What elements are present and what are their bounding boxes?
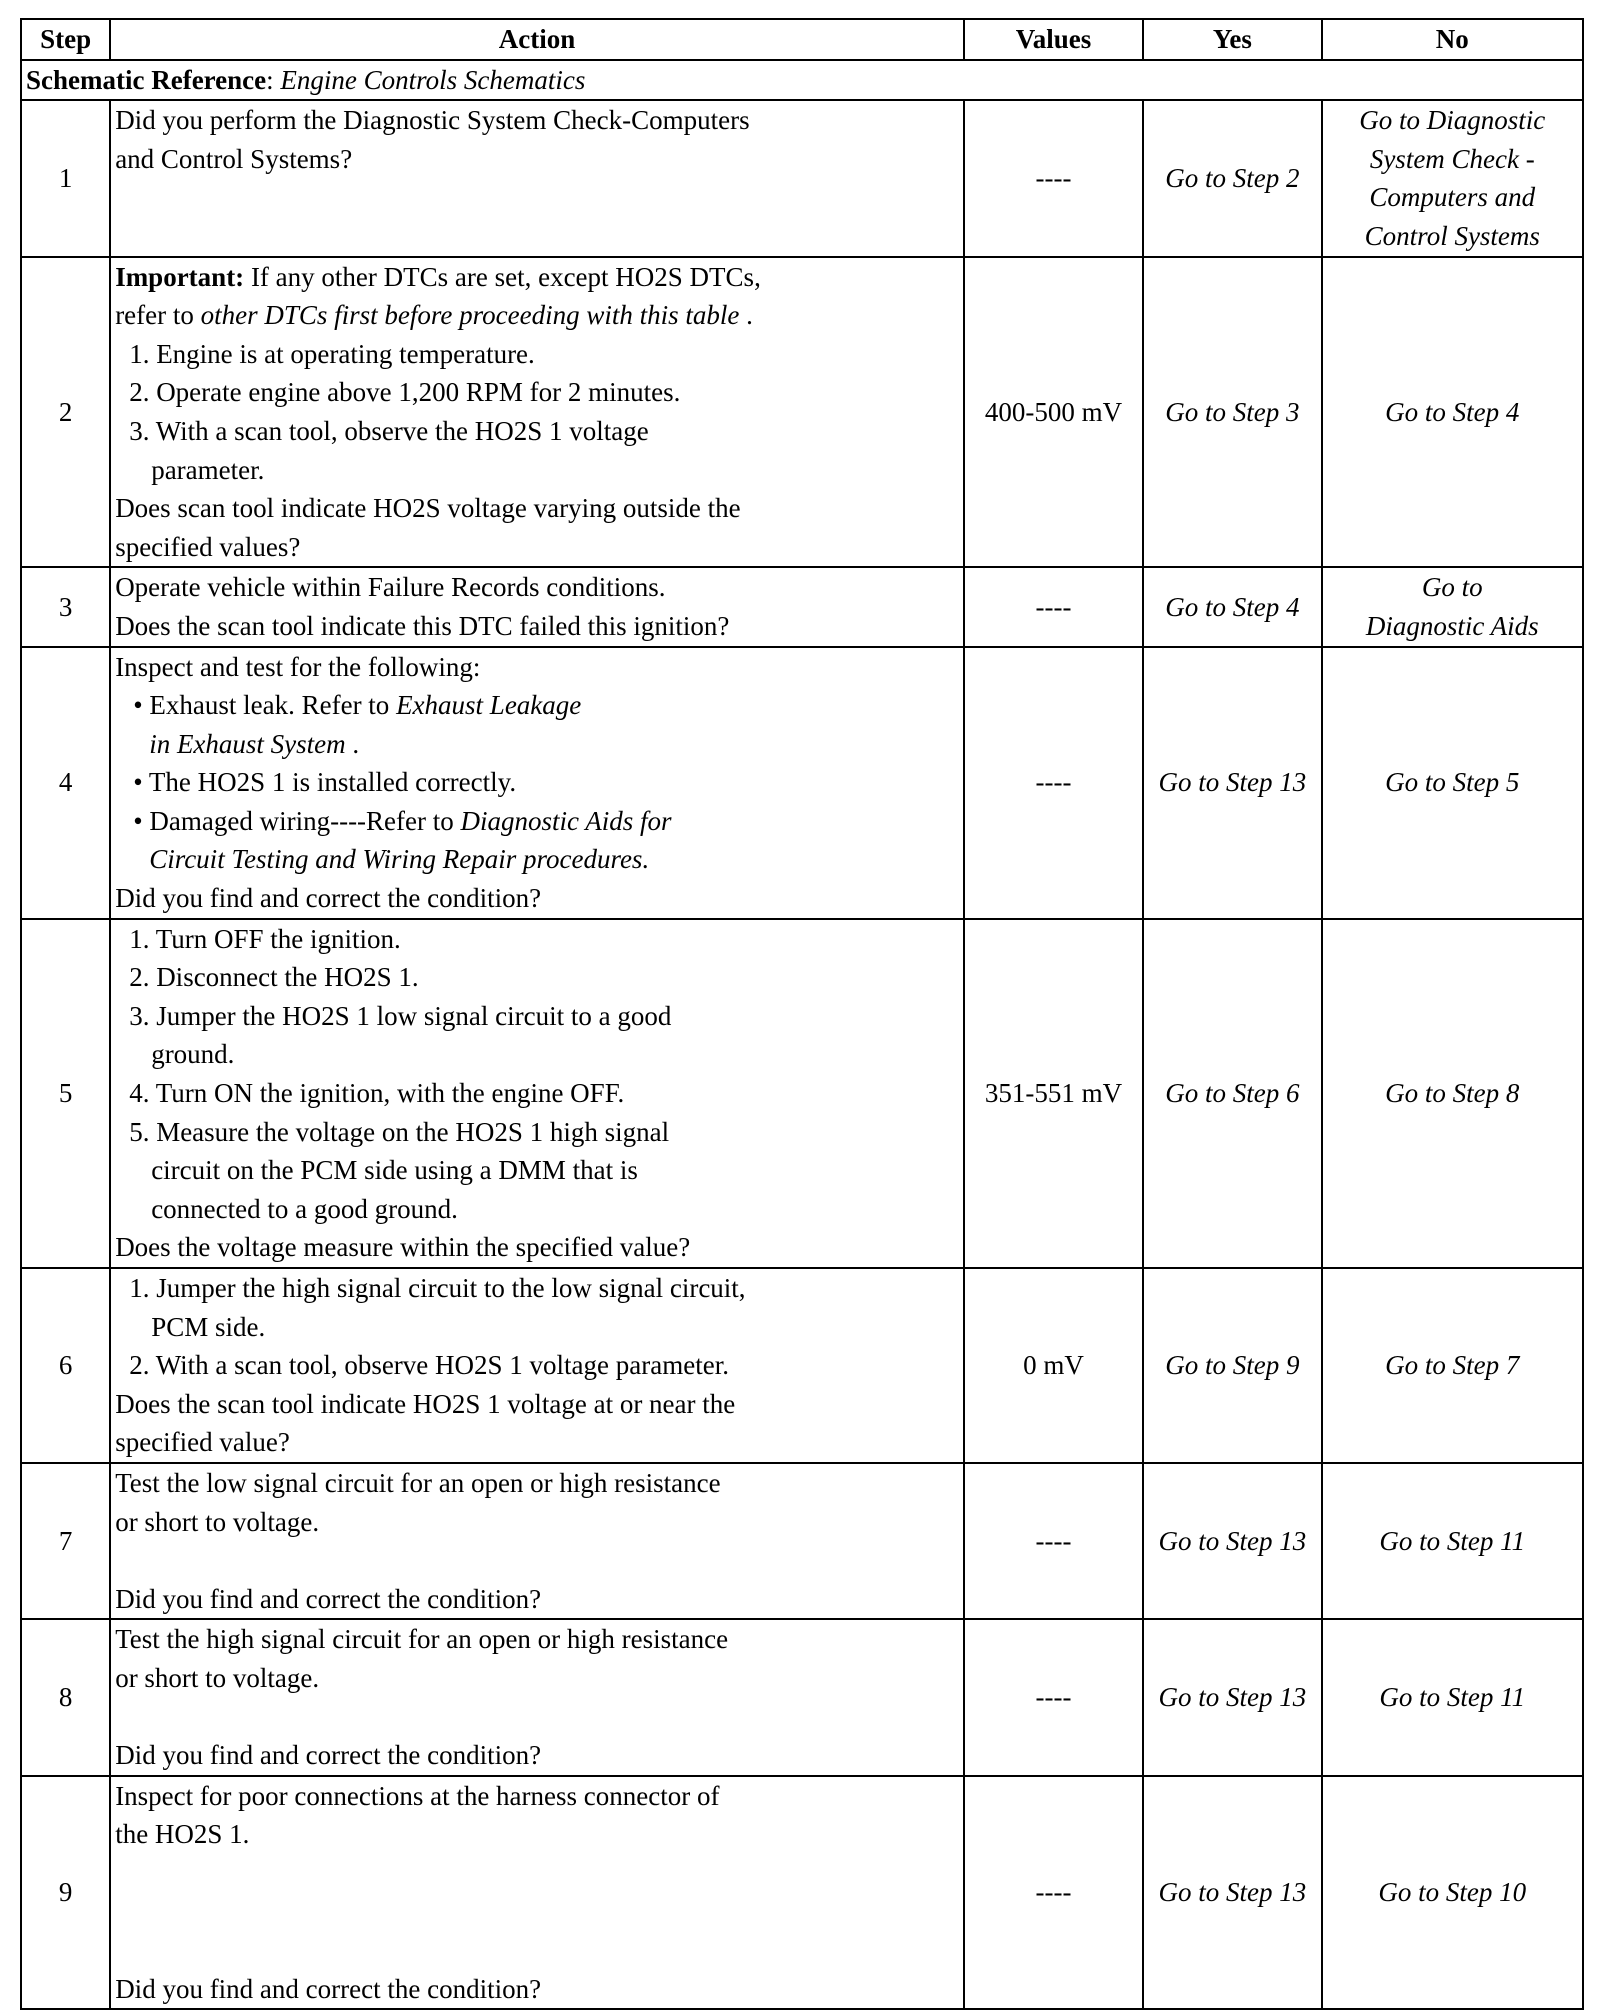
action-item: 1. Engine is at operating temperature. (129, 338, 535, 369)
step-number: 7 (21, 1463, 110, 1619)
no-link[interactable]: Go to Step 7 (1322, 1268, 1583, 1463)
table-row (21, 919, 1583, 1268)
values-cell: 400-500 mV (964, 257, 1143, 568)
no-link[interactable]: Go to Step 11 (1322, 1463, 1583, 1619)
yes-link[interactable]: Go to Step 13 (1143, 647, 1321, 919)
refer-prefix: refer to (115, 300, 201, 331)
action-item: ground. (151, 1039, 235, 1070)
values-cell: 351-551 mV (964, 919, 1143, 1268)
header-values: Values (964, 19, 1143, 60)
action-item: circuit on the PCM side using a DMM that is (151, 1155, 638, 1186)
no-link[interactable] (1322, 567, 1583, 646)
refer-line (115, 296, 959, 335)
yes-link[interactable]: Go to Step 13 (1143, 1776, 1321, 2010)
step-number: 3 (21, 567, 110, 646)
bullet-text: Damaged wiring----Refer to (142, 805, 461, 836)
yes-link[interactable]: Go to Step 6 (1143, 919, 1321, 1268)
other-dtcs-link[interactable]: other DTCs first before proceeding with this table (200, 300, 740, 331)
table-row (21, 567, 1583, 646)
table-row (21, 647, 1583, 919)
no-link[interactable]: Go to Step 8 (1322, 919, 1583, 1268)
values-cell: ---- (964, 1776, 1143, 2010)
action-question: specified value? (115, 1427, 290, 1458)
bullet-text: The HO2S 1 is installed correctly. (142, 767, 517, 798)
circuit-testing-link[interactable]: Circuit Testing and Wiring Repair procedures. (149, 844, 650, 875)
step-number: 6 (21, 1268, 110, 1463)
action-item: 3. With a scan tool, observe the HO2S 1 voltage (129, 415, 649, 446)
schematic-row (21, 60, 1583, 101)
values-cell: ---- (964, 647, 1143, 919)
action-cell (110, 647, 964, 919)
step-number: 1 (21, 100, 110, 256)
action-cell (110, 1463, 964, 1619)
action-cell (110, 1776, 964, 2010)
action-item: 2. Operate engine above 1,200 RPM for 2 minutes. (129, 377, 681, 408)
header-row (21, 19, 1583, 60)
no-link-line: Computers and (1369, 182, 1536, 213)
no-link-line: Go to (1421, 572, 1483, 603)
table-row (21, 100, 1583, 256)
action-line: or short to voltage. (115, 1662, 320, 1693)
bullet-icon: • (133, 767, 143, 798)
no-link[interactable]: Go to Step 10 (1322, 1776, 1583, 2010)
no-link-line: System Check - (1369, 143, 1535, 174)
header-step: Step (21, 19, 110, 60)
values-cell: ---- (964, 100, 1143, 256)
diagnostic-aids-link[interactable]: Diagnostic Aids for (460, 805, 672, 836)
yes-link[interactable]: Go to Step 13 (1143, 1619, 1321, 1775)
action-cell (110, 919, 964, 1268)
action-question: Does the voltage measure within the specified value? (115, 1232, 691, 1263)
bullet-cont (115, 725, 959, 764)
exhaust-system-link[interactable]: in Exhaust System (149, 728, 346, 759)
action-question: Did you find and correct the condition? (115, 883, 542, 914)
values-cell: ---- (964, 1619, 1143, 1775)
schematic-link[interactable]: Engine Controls Schematics (280, 64, 586, 95)
table-row (21, 257, 1583, 568)
action-question: specified values? (115, 531, 301, 562)
action-item: 2. Disconnect the HO2S 1. (129, 962, 419, 993)
action-cell (110, 1619, 964, 1775)
action-cell (110, 1268, 964, 1463)
no-link-line: Diagnostic Aids (1365, 610, 1539, 641)
action-cell (110, 567, 964, 646)
action-line: Did you perform the Diagnostic System Check-Computers (115, 105, 750, 136)
yes-link[interactable]: Go to Step 4 (1143, 567, 1321, 646)
action-question: Does the scan tool indicate HO2S 1 voltage at or near the (115, 1388, 736, 1419)
action-question: Did you find and correct the condition? (115, 1740, 542, 1771)
table-row (21, 1463, 1583, 1619)
action-intro: Inspect and test for the following: (115, 651, 481, 682)
step-number: 2 (21, 257, 110, 568)
values-cell: ---- (964, 1463, 1143, 1619)
important-text: If any other DTCs are set, except HO2S DTCs, (244, 261, 761, 292)
action-item: 3. Jumper the HO2S 1 low signal circuit to a good (129, 1000, 672, 1031)
step-number: 4 (21, 647, 110, 919)
bullet-icon: • (133, 805, 143, 836)
action-line: and Control Systems? (115, 143, 353, 174)
bullet-item (115, 802, 959, 841)
exhaust-leakage-link[interactable]: Exhaust Leakage (396, 690, 582, 721)
diagnostic-table (20, 18, 1584, 2010)
values-cell: 0 mV (964, 1268, 1143, 1463)
no-link-line: Control Systems (1364, 220, 1540, 251)
header-action: Action (110, 19, 964, 60)
yes-link[interactable]: Go to Step 13 (1143, 1463, 1321, 1619)
bullet-text: Exhaust leak. Refer to (142, 690, 397, 721)
table-row (21, 1268, 1583, 1463)
important-label: Important: (115, 261, 245, 292)
step-number: 5 (21, 919, 110, 1268)
action-item: PCM side. (151, 1311, 266, 1342)
step-number: 8 (21, 1619, 110, 1775)
schematic-reference (21, 60, 1583, 101)
action-line: Operate vehicle within Failure Records conditions. (115, 572, 666, 603)
action-item: 1. Jumper the high signal circuit to the low signal circuit, (129, 1273, 746, 1303)
header-yes: Yes (1143, 19, 1321, 60)
no-link[interactable]: Go to Step 11 (1322, 1619, 1583, 1775)
bullet-item (115, 763, 959, 802)
yes-link[interactable]: Go to Step 3 (1143, 257, 1321, 568)
action-line: the HO2S 1. (115, 1819, 250, 1850)
values-cell: ---- (964, 567, 1143, 646)
action-item: connected to a good ground. (151, 1193, 458, 1224)
bullet-end: . (345, 728, 360, 759)
no-link[interactable]: Go to Step 5 (1322, 647, 1583, 919)
action-cell (110, 100, 964, 256)
no-link[interactable] (1322, 100, 1583, 256)
action-item: parameter. (151, 454, 265, 485)
action-line: Test the low signal circuit for an open or high resistance (115, 1467, 721, 1498)
action-item: 4. Turn ON the ignition, with the engine OFF. (129, 1078, 625, 1109)
action-line: Inspect for poor connections at the harness connector of (115, 1780, 720, 1811)
step-number: 9 (21, 1776, 110, 2010)
action-line: Does the scan tool indicate this DTC failed this ignition? (115, 610, 730, 641)
action-cell (110, 257, 964, 568)
action-question: Did you find and correct the condition? (115, 1583, 542, 1614)
yes-link[interactable]: Go to Step 9 (1143, 1268, 1321, 1463)
action-item: 1. Turn OFF the ignition. (129, 923, 401, 954)
yes-link[interactable]: Go to Step 2 (1143, 100, 1321, 256)
header-no: No (1322, 19, 1583, 60)
action-question: Does scan tool indicate HO2S voltage varying outside the (115, 493, 741, 524)
action-line: or short to voltage. (115, 1506, 320, 1537)
important-note (115, 258, 959, 297)
bullet-item (115, 686, 959, 725)
schematic-sep: : (266, 64, 281, 95)
bullet-icon: • (133, 690, 143, 721)
action-line: Test the high signal circuit for an open or high resistance (115, 1624, 729, 1655)
refer-suffix: . (739, 300, 753, 331)
schematic-label: Schematic Reference (26, 64, 267, 95)
table-row (21, 1776, 1583, 2010)
action-item: 5. Measure the voltage on the HO2S 1 high signal (129, 1116, 670, 1147)
no-link-line: Go to Diagnostic (1359, 105, 1546, 136)
no-link[interactable]: Go to Step 4 (1322, 257, 1583, 568)
action-item: 2. With a scan tool, observe HO2S 1 voltage parameter. (129, 1350, 729, 1381)
table-row (21, 1619, 1583, 1775)
action-question: Did you find and correct the condition? (115, 1973, 542, 2004)
